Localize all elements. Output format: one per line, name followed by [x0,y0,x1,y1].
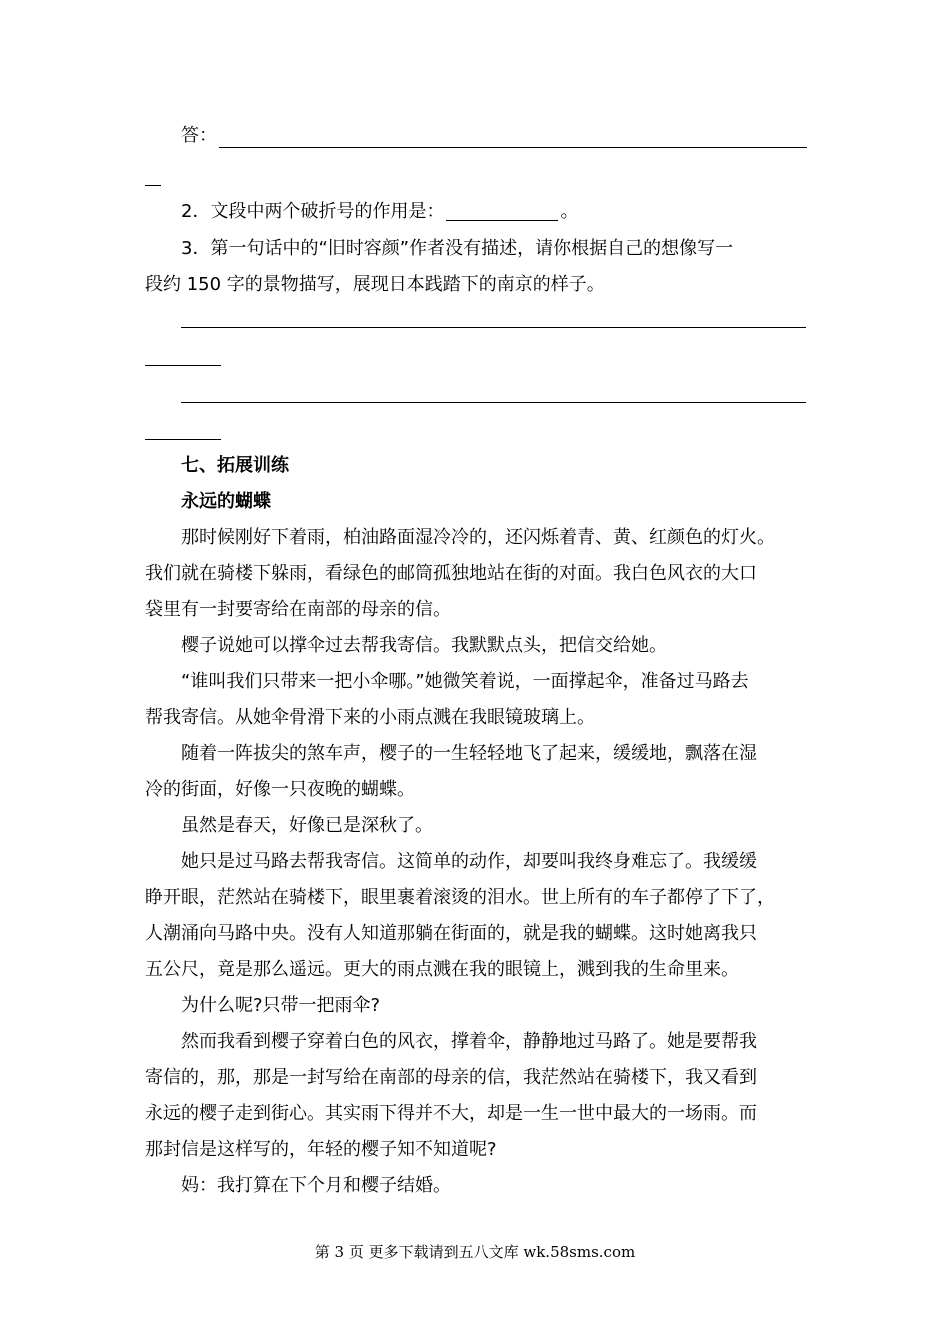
story-line-text: 她只是过马路去帮我寄信。这简单的动作，却要叫我终身难忘了。我缓缓 [181,851,757,872]
story-line-text: 袋里有一封要寄给在南部的母亲的信。 [145,599,451,620]
answer-label-text: 答： [181,125,217,146]
story-line-text: 然而我看到樱子穿着白色的风衣，撑着伞，静静地过马路了。她是要帮我 [181,1031,757,1052]
question-3-blank-line-2 [181,402,806,403]
question-2-text: 2．文段中两个破折号的作用是： [181,201,445,222]
story-line [145,772,810,808]
question-3-line-2 [145,267,810,303]
answer-label [145,118,810,154]
story-line [145,736,810,772]
answer-blank-line [219,147,807,148]
story-line [145,808,810,844]
story-line [145,1132,810,1168]
story-line [145,988,810,1024]
story-line [145,556,810,592]
question-3-blank-line-2-tail [145,439,221,440]
story-line-text: 为什么呢?只带一把雨伞? [181,995,381,1016]
story-line [145,592,810,628]
question-3-text-2: 段约 150 字的景物描写，展现日本践踏下的南京的样子。 [145,274,605,295]
story-line-text: 虽然是春天，好像已是深秋了。 [181,815,433,836]
story-line-text: 妈：我打算在下个月和樱子结婚。 [181,1175,451,1196]
question-3-text-1: 3．第一句话中的“旧时容颜”作者没有描述，请你根据自己的想像写一 [181,238,734,259]
story-line-text: 那封信是这样写的，年轻的樱子知不知道呢? [145,1139,497,1160]
story-line [145,664,810,700]
story-line [145,916,810,952]
answer-blank-line-tail [145,185,161,186]
story-line [145,700,810,736]
section-heading [145,448,810,484]
story-line-text: 随着一阵拔尖的煞车声，樱子的一生轻轻地飞了起来，缓缓地，飘落在湿 [181,743,757,764]
page-footer [0,1240,950,1264]
story-title [145,484,810,520]
story-line [145,880,810,916]
story-line-text: 人潮涌向马路中央。没有人知道那躺在街面的，就是我的蝴蝶。这时她离我只 [145,923,757,944]
question-3-blank-line-1 [181,327,806,328]
story-line [145,520,810,556]
page-footer-text: 第 3 页 更多下载请到五八文库 wk.58sms.com [314,1243,636,1261]
story-line-text: 帮我寄信。从她伞骨滑下来的小雨点溅在我眼镜玻璃上。 [145,707,595,728]
question-2-end: 。 [560,201,579,222]
story-line-text: 冷的街面，好像一只夜晚的蝴蝶。 [145,779,415,800]
story-line-text: 永远的樱子走到街心。其实雨下得并不大，却是一生一世中最大的一场雨。而 [145,1103,757,1124]
story-line [145,1168,810,1204]
story-line [145,1060,810,1096]
story-line [145,952,810,988]
question-2-blank [446,200,558,221]
question-3-blank-line-1-tail [145,365,221,366]
story-line-text: “谁叫我们只带来一把小伞哪。”她微笑着说，一面撑起伞，准备过马路去 [181,671,749,692]
story-line-text: 我们就在骑楼下躲雨，看绿色的邮筒孤独地站在街的对面。我白色风衣的大口 [145,563,757,584]
story-title-text: 永远的蝴蝶 [181,491,271,512]
story-line-text: 寄信的，那，那是一封写给在南部的母亲的信，我茫然站在骑楼下，我又看到 [145,1067,757,1088]
story-line-text: 五公尺，竟是那么遥远。更大的雨点溅在我的眼镜上，溅到我的生命里来。 [145,959,739,980]
story-line-text: 那时候刚好下着雨，柏油路面湿冷冷的，还闪烁着青、黄、红颜色的灯火。 [181,527,775,548]
story-line [145,628,810,664]
story-line-text: 樱子说她可以撑伞过去帮我寄信。我默默点头，把信交给她。 [181,635,667,656]
story-line-text: 睁开眼，茫然站在骑楼下，眼里裹着滚烫的泪水。世上所有的车子都停了下了， [145,887,775,908]
story-line [145,1024,810,1060]
section-heading-text: 七、拓展训练 [181,455,289,476]
story-line [145,844,810,880]
story-line [145,1096,810,1132]
question-2 [145,194,810,230]
question-3-line-1 [145,231,810,267]
